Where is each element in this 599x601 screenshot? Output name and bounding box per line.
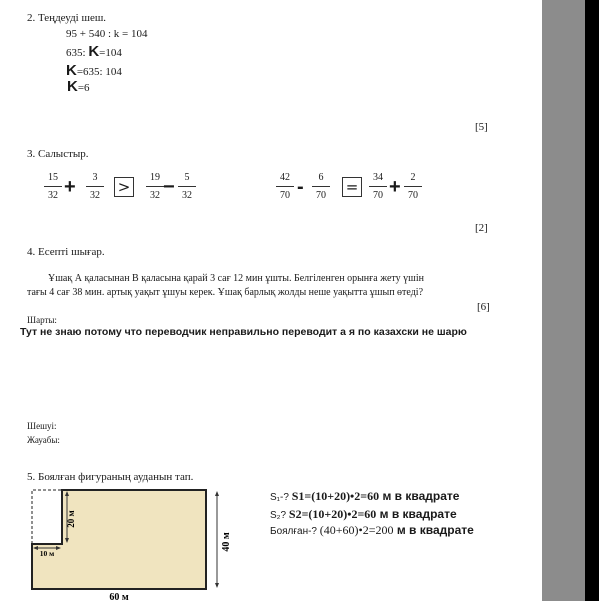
- task4-title: 4. Есепті шығар.: [27, 246, 105, 258]
- task4-text-line2: тағы 4 сағ 38 мин. артық уақыт ұшуы керек. Ұшақ барлық жолды неше уақытта ұшып өтеді?: [27, 287, 424, 298]
- task5-title: 5. Боялған фигураның ауданын тап.: [27, 471, 194, 483]
- dim-label-10: 10 м: [39, 549, 55, 558]
- minus-operator: -: [297, 176, 304, 198]
- task4-text-line1: Ұшақ А қаласынан В қаласына қарай 3 сағ 12 мин ұшты. Белгіленген орынға жету үшін: [48, 273, 424, 284]
- fraction: 19 32: [146, 172, 164, 201]
- condition-label: Шарты:: [27, 315, 57, 325]
- task2-points: [5]: [475, 121, 488, 133]
- task2-step3: [67, 78, 90, 95]
- dim-label-40: 40 м: [221, 532, 232, 552]
- minus-operator: −: [163, 176, 175, 198]
- compare-sign-box: >: [114, 177, 134, 197]
- cutout-dashed-outline: [32, 490, 62, 544]
- dim-label-60: 60 м: [109, 592, 129, 601]
- task2-step1-prefix: 635:: [66, 47, 89, 59]
- area-line-total: Боялған-? (40+60)•2=200 м в квадрате: [270, 523, 474, 537]
- dim-label-20: 20 м: [66, 510, 76, 528]
- solution-label: Шешуі:: [27, 421, 57, 431]
- task2-step3-suffix: =6: [77, 82, 90, 94]
- fraction: 5 32: [178, 172, 196, 201]
- fraction: 15 32: [44, 172, 62, 201]
- answer-label: Жауабы:: [27, 435, 60, 445]
- fraction: 3 32: [86, 172, 104, 201]
- right-margin-black: [585, 0, 599, 601]
- task2-step2-suffix: =635: 104: [76, 66, 122, 78]
- task2-step2-k: K: [66, 62, 77, 79]
- task2-step1-suffix: =104: [99, 47, 122, 59]
- fraction: 2 70: [404, 172, 422, 201]
- student-note: Тут не знаю потому что переводчик неправильно переводит а я по казахски не шарю: [20, 326, 467, 338]
- task2-step2: [66, 62, 122, 79]
- fraction: 34 70: [369, 172, 387, 201]
- arrow-icon: [215, 491, 219, 496]
- task4-points: [6]: [477, 301, 490, 313]
- plus-operator: +: [64, 176, 76, 198]
- task2-step1-k: K: [88, 43, 100, 60]
- fraction: 6 70: [312, 172, 330, 201]
- task3-points: [2]: [475, 222, 488, 234]
- task2-equation: 95 + 540 : k = 104: [66, 28, 148, 40]
- compare-sign-box: =: [342, 177, 362, 197]
- plus-operator: +: [389, 176, 401, 198]
- shaded-area: [32, 490, 206, 589]
- arrow-icon: [215, 583, 219, 588]
- shaded-figure-diagram: [26, 486, 238, 601]
- task2-step3-k: K: [67, 78, 78, 95]
- task2-step1: [66, 43, 122, 60]
- right-margin-gray: [542, 0, 585, 601]
- fraction: 42 70: [276, 172, 294, 201]
- area-line-s1: S₁-? S1=(10+20)•2=60 м в квадрате: [270, 489, 460, 503]
- area-line-s2: S₂? S2=(10+20)•2=60 м в квадрате: [270, 507, 457, 521]
- task2-title: 2. Теңдеуді шеш.: [27, 12, 107, 24]
- task3-title: 3. Салыстыр.: [27, 148, 89, 160]
